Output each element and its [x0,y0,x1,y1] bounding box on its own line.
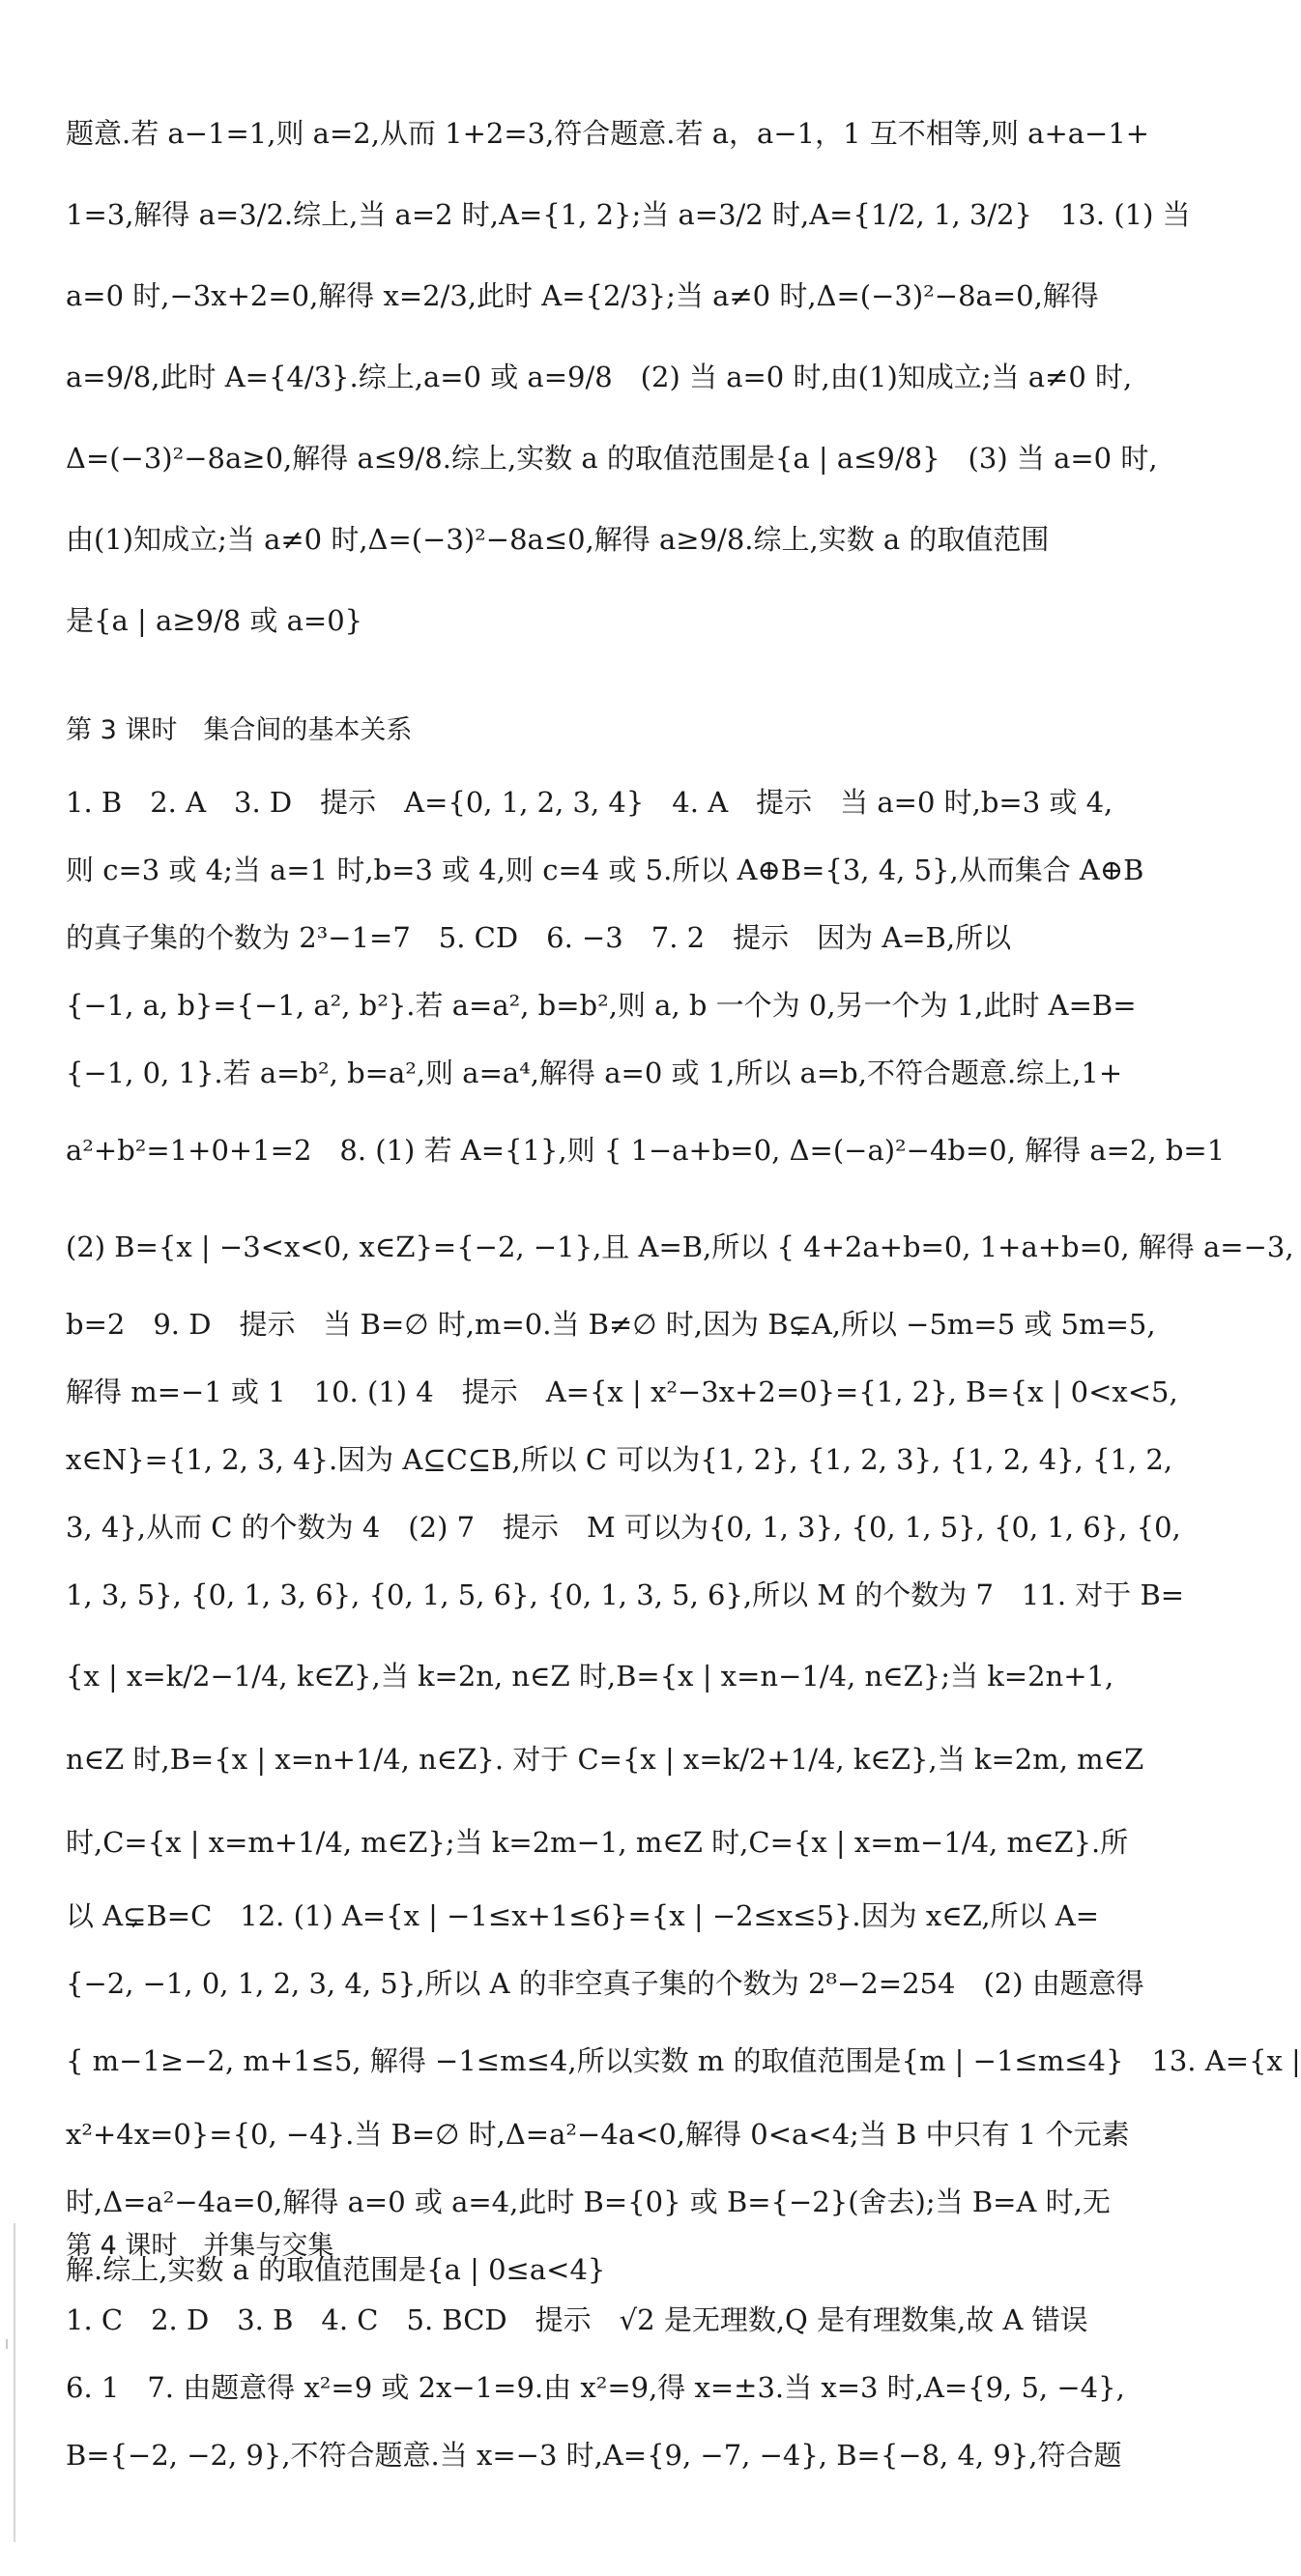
answer-block-1 [66,114,1191,640]
text-line: a=9/8,此时 A={4/3}.综上,a=0 或 a=9/8 (2) 当 a=0 时,由(1)知成立;当 a≠0 时, [66,361,1133,393]
text-line: n∈Z 时,B={x | x=n+1/4, n∈Z}. 对于 C={x | x=k/2+1/4, k∈Z},当 k=2m, m∈Z [66,1743,1144,1776]
text-line: {−1, 0, 1}.若 a=b², b=a²,则 a=a⁴,解得 a=0 或 1,所以 a=b,不符合题意.综上,1+ [66,1056,1123,1089]
text-line: 则 c=3 或 4;当 a=1 时,b=3 或 4,则 c=4 或 5.所以 A⊕B={3, 4, 5},从而集合 A⊕B [66,854,1144,886]
section-heading: 第 3 课时 集合间的基本关系 [66,715,413,745]
page-edge-line [14,2223,15,2542]
text-line: 1. B 2. A 3. D 提示 A={0, 1, 2, 3, 4} 4. A 提示 当 a=0 时,b=3 或 4, [66,786,1113,819]
answer-block-3 [66,2301,1143,2475]
text-line: 以 A⊊B=C 12. (1) A={x | −1≤x+1≤6}={x | −2≤x≤5}.因为 x∈Z,所以 A= [66,1899,1099,1932]
text-line: a=0 时,−3x+2=0,解得 x=2/3,此时 A={2/3};当 a≠0 时,Δ=(−3)²−8a=0,解得 [66,279,1099,312]
text-line: 的真子集的个数为 2³−1=7 5. CD 6. −3 7. 2 提示 因为 A=B,所以 [66,921,1012,954]
text-line: a²+b²=1+0+1=2 8. (1) 若 A={1},则 { 1−a+b=0, Δ=(−a)²−4b=0, 解得 a=2, b=1 [66,1134,1226,1167]
text-line: (2) B={x | −3<x<0, x∈Z}={−2, −1},且 A=B,所以 { 4+2a+b=0, 1+a+b=0, 解得 a=−3, [66,1230,1294,1263]
text-line: 时,Δ=a²−4a=0,解得 a=0 或 a=4,此时 B={0} 或 B={−2}(舍去);当 B=A 时,无 [66,2185,1111,2218]
text-line: 解.综上,实数 a 的取值范围是{a | 0≤a<4} [66,2253,606,2286]
text-line: Δ=(−3)²−8a≥0,解得 a≤9/8.综上,实数 a 的取值范围是{a | a≤9/8} (3) 当 a=0 时, [66,442,1158,475]
text-line: {−2, −1, 0, 1, 2, 3, 4, 5},所以 A 的非空真子集的个数为 2⁸−2=254 (2) 由题意得 [66,1967,1144,2000]
text-line: {−1, a, b}={−1, a², b²}.若 a=a², b=b²,则 a, b 一个为 0,另一个为 1,此时 A=B= [66,989,1137,1022]
section-heading: 第 4 课时 并集与交集 [66,2231,334,2261]
text-line: b=2 9. D 提示 当 B=∅ 时,m=0.当 B≠∅ 时,因为 B⊊A,所以 −5m=5 或 5m=5, [66,1308,1156,1341]
text-line: 6. 1 7. 由题意得 x²=9 或 2x−1=9.由 x²=9,得 x=±3.当 x=3 时,A={9, 5, −4}, [66,2371,1125,2404]
text-line: 解得 m=−1 或 1 10. (1) 4 提示 A={x | x²−3x+2=0}={1, 2}, B={x | 0<x<5, [66,1375,1178,1408]
answer-block-2 [66,783,1301,2289]
text-line: x∈N}={1, 2, 3, 4}.因为 A⊆C⊆B,所以 C 可以为{1, 2}, {1, 2, 3}, {1, 2, 4}, {1, 2, [66,1443,1173,1476]
text-line: 1. C 2. D 3. B 4. C 5. BCD 提示 √2 是无理数,Q 是有理数集,故 A 错误 [66,2303,1088,2336]
text-line: 由(1)知成立;当 a≠0 时,Δ=(−3)²−8a≤0,解得 a≥9/8.综上,实数 a 的取值范围 [66,523,1050,556]
text-line: {x | x=k/2−1/4, k∈Z},当 k=2n, n∈Z 时,B={x | x=n−1/4, n∈Z};当 k=2n+1, [66,1660,1114,1693]
text-line: x²+4x=0}={0, −4}.当 B=∅ 时,Δ=a²−4a<0,解得 0<a<4;当 B 中只有 1 个元素 [66,2118,1130,2151]
text-line: 是{a | a≥9/8 或 a=0} [66,604,363,637]
text-line: { m−1≥−2, m+1≤5, 解得 −1≤m≤4,所以实数 m 的取值范围是{m | −1≤m≤4} 13. A={x | [66,2044,1301,2077]
text-line: 3, 4},从而 C 的个数为 4 (2) 7 提示 M 可以为{0, 1, 3}, {0, 1, 5}, {0, 1, 6}, {0, [66,1511,1181,1544]
page-edge-mark [6,2339,17,2349]
text-line: B={−2, −2, 9},不符合题意.当 x=−3 时,A={9, −7, −4}, B={−8, 4, 9},符合题 [66,2439,1122,2472]
text-line: 1, 3, 5}, {0, 1, 3, 6}, {0, 1, 5, 6}, {0, 1, 3, 5, 6},所以 M 的个数为 7 11. 对于 B= [66,1578,1185,1611]
text-line: 时,C={x | x=m+1/4, m∈Z};当 k=2m−1, m∈Z 时,C={x | x=m−1/4, m∈Z}.所 [66,1826,1129,1859]
text-line: 题意.若 a−1=1,则 a=2,从而 1+2=3,符合题意.若 a，a−1，1 互不相等,则 a+a−1+ [66,117,1150,150]
text-line: 1=3,解得 a=3/2.综上,当 a=2 时,A={1, 2};当 a=3/2 时,A={1/2, 1, 3/2} 13. (1) 当 [66,198,1191,231]
